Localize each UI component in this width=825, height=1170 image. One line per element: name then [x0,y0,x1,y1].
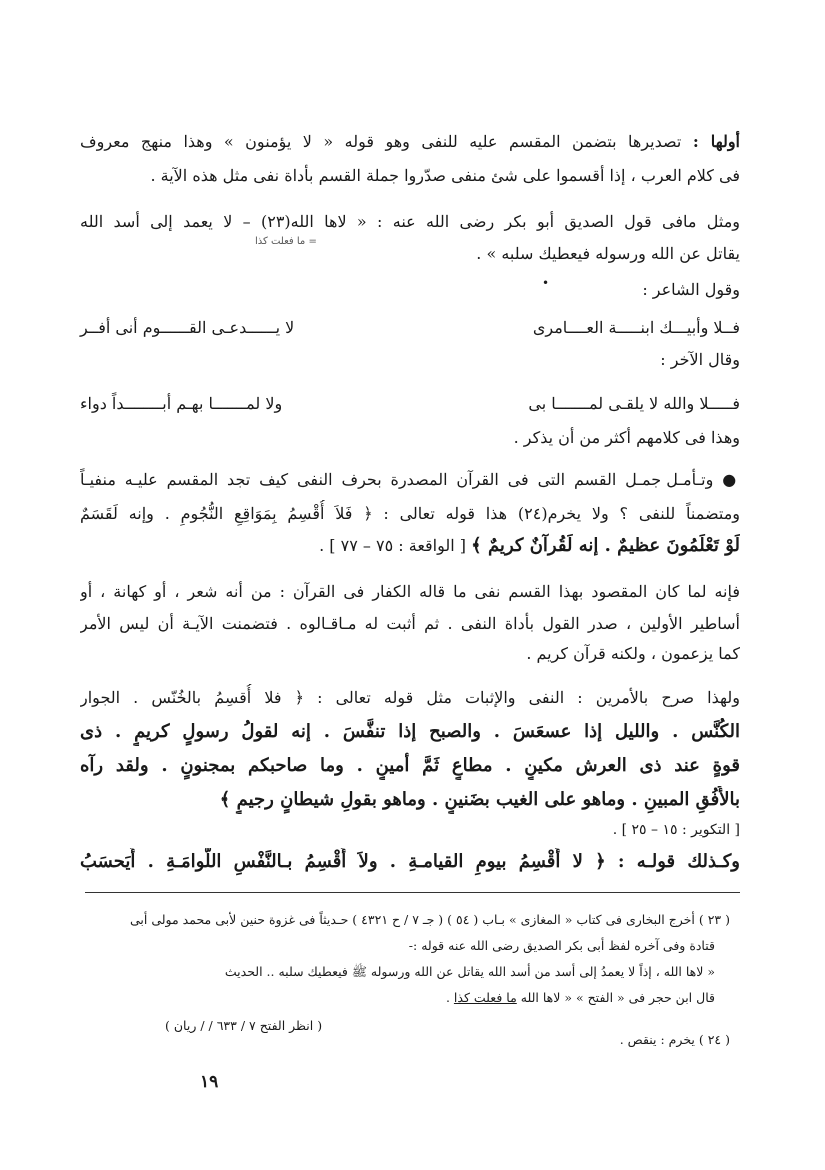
footnote23-line3: « لاها الله ، إذاً لا يعمدُ إلى أسد من أسد الله يقاتل عن الله ورسوله ﷺ فيعطيك سلبه .. الحديث [224,964,715,979]
para1-lead: أولها : [692,132,740,151]
footnote-divider [85,892,740,893]
para6-line1: ولهذا صرح بالأمرين : النفى والإثبات مثل قوله تعالى : ﴿ فلا أُقسِمُ بالخُنّس . الجوار [80,688,740,707]
poet2-verse [80,390,740,418]
page-number: ١٩ [200,1072,219,1092]
para4-line1-text: وتـأمـل جمـل القسم التى فى القرآن المصدرة بحرف النفى كيف تجد المقسم عليـه منفيـاً [80,470,714,489]
para5-line2: أساطير الأولين ، صدر القول بأداة النفى . ثم أثبت له مـاقـالوه . فتضمنت الآيـة أن ليس الأمر [80,614,740,633]
poet2-intro: وقال الآخر : [660,350,740,369]
footnote23-line4-end: . [445,990,450,1005]
para6-line3: قوةٍ عند ذى العرش مكينٍ . مطاعٍ ثَمَّ أمينٍ . وما صاحبكم بمجنونٍ . ولقد رآه [80,755,740,776]
para5-line1: فإنه لما كان المقصود بهذا القسم نفى ما قاله الكفار فى القرآن : من أنه شعر ، أو كهانة ، أو [80,582,740,601]
para1-line1 [80,128,740,156]
poet1-intro: وقول الشاعر : [642,280,740,299]
footnote23-ref: ( انظر الفتح ٧ / ٦٣٣ / / ريان ) [165,1018,323,1033]
para4-line3 [80,532,740,560]
para6-line2: الكُنَّس . والليل إذا عسعَسَ . والصبح إذا تنفَّسَ . إنه لقولُ رسولٍ كريمٍ . ذى [80,721,740,742]
footnote23-line4-underlined: ما فعلت كذا [453,990,517,1005]
poet2-hemistich1: فـــــلا والله لا يلقـى لمـــــــا بى [528,394,740,413]
footnote23-line4 [75,986,715,1010]
dot-mark: • [542,276,550,290]
para3: وهذا فى كلامهم أكثر من أن يذكر . [513,428,740,447]
para1-line1-text: تصديرها بتضمن المقسم عليه للنفى وهو قوله « لا يؤمنون » وهذا منهج معروف [80,132,682,151]
para4-line1 [80,466,740,494]
para7: وكـذلك قولـه : ﴿ لا أُقْسِمُ بيومِ القيامـةِ . ولاَ أُقْسِمُ بـالنَّفْسِ اللّوامَـةِ . أَيَحسَبُ [80,851,740,872]
para4-line2: ومتضمناً للنفى ؟ ولا يخرم(٢٤) هذا قوله تعالى : ﴿ فَلاَ أُقْسِمُ بِمَوَاقِعِ النُّجُومِ . وإنه لَقَسَمٌ [80,504,740,523]
poet1-hemistich1: فــلا وأبيـــك ابنـــــة العــــامرى [532,318,740,337]
handwritten-note: = ما فعلت كذا [255,236,317,247]
para4-ref: [ الواقعة : ٧٥ – ٧٧ ] . [319,536,467,555]
footnote24: ( ٢٤ ) يخرم : ينقص . [619,1032,730,1047]
para6-line4: بالأُفُقِ المبينِ . وماهو على الغيب بضَنينٍ . وماهو بقولِ شيطانٍ رجيمٍ ﴾ [219,789,740,810]
para4-verse: لَوْ تَعْلَمُونَ عظيمٌ . إنه لَقُرآنٌ كريمٌ ﴾ [471,535,740,556]
footnote23-line1: ( ٢٣ ) أخرج البخارى فى كتاب « المغازى » بـاب ( ٥٤ ) ( جـ ٧ / ح ٤٣٢١ ) حـديثاً فى غزوة حنين لأبى محمد مولى أبى [129,912,730,927]
para2-line2: يقاتل عن الله ورسوله فيعطيك سلبه » . [476,244,740,263]
footnote23-line2: قتادة وفى آخره لفظ أبى بكر الصديق رضى الله عنه قوله :- [408,938,715,953]
para1-line2: فى كلام العرب ، إذا أقسموا على شئ منفى صدّروا جملة القسم بأداة نفى مثل هذه الآية . [150,166,740,185]
para5-line3: كما يزعمون ، ولكنه قرآن كريم . [526,644,740,663]
poet1-verse [80,314,740,342]
poet2-hemistich2: ولا لمـــــــا بهـم أبــــــــداً دواء [80,394,283,413]
footnote23-line4-start: قال ابن حجر فى « الفتح » « لاها الله [520,990,715,1005]
para6-ref: [ التكوير : ١٥ – ٢٥ ] . [612,822,740,838]
bullet-icon: ● [722,470,740,489]
para2-line1: ومثل مافى قول الصديق أبو بكر رضى الله عنه : « لاها الله(٢٣) – لا يعمد إلى أسد الله [80,212,740,231]
poet1-hemistich2: لا يــــــدعـى القــــــوم أنى أفــر [80,318,295,337]
